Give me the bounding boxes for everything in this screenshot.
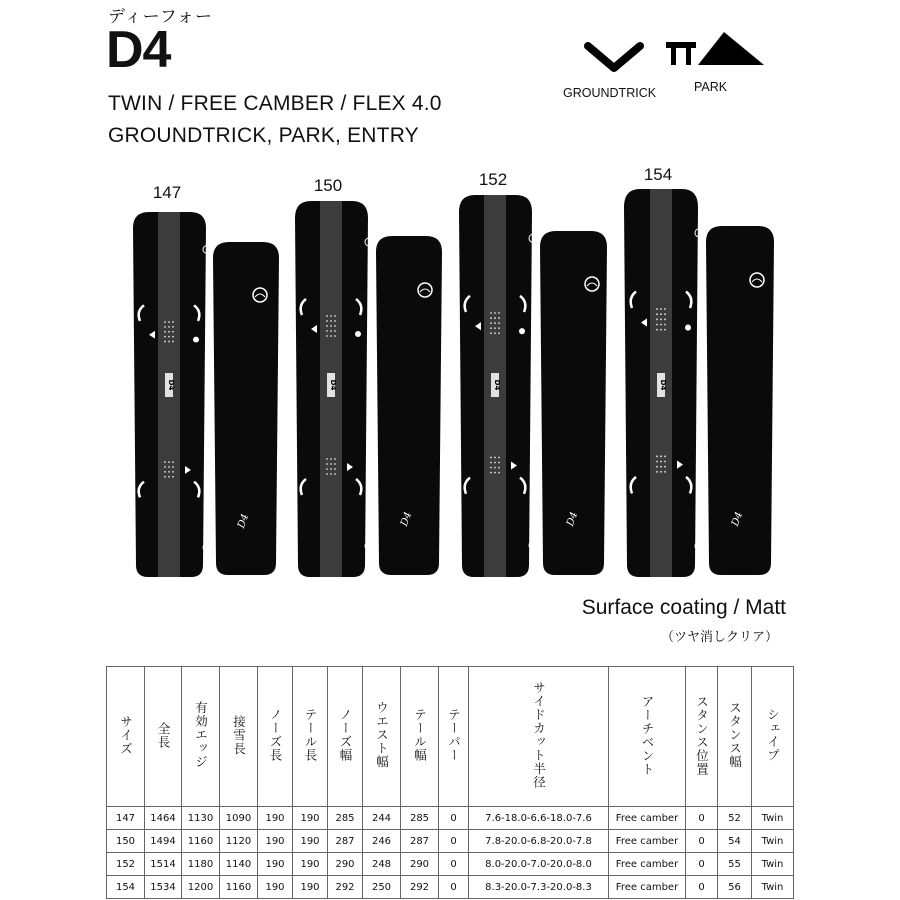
table-cell: 0 [439,876,469,899]
table-cell: 8.3-20.0-7.3-20.0-8.3 [469,876,609,899]
table-cell: 154 [107,876,145,899]
table-cell: Twin [752,876,794,899]
board-logo-text: D4 [493,379,501,391]
table-cell: 1180 [182,853,220,876]
surface-coating-note: （ツヤ消しクリア） [660,630,778,645]
table-cell: 1160 [220,876,258,899]
col-shape: シェイプ [752,667,794,807]
table-cell: Twin [752,853,794,876]
table-cell: 0 [439,853,469,876]
table-row [107,807,794,830]
table-cell: Free camber [609,853,686,876]
table-cell: 287 [401,830,439,853]
table-cell: 287 [328,830,363,853]
table-cell: 1090 [220,807,258,830]
table-row [107,853,794,876]
table-cell: 152 [107,853,145,876]
table-cell: 190 [293,876,328,899]
table-cell: 150 [107,830,145,853]
table-cell: Free camber [609,807,686,830]
groundtrick-label: GROUNDTRICK [563,86,657,100]
table-cell: 1200 [182,876,220,899]
board-base-logo: D4 [399,510,415,528]
table-cell: 7.6-18.0-6.6-18.0-7.6 [469,807,609,830]
board-base-logo: D4 [730,510,746,528]
table-cell: 292 [328,876,363,899]
col-contact-length: 接雪長 [220,667,258,807]
table-cell: Free camber [609,876,686,899]
table-cell: 290 [328,853,363,876]
table-cell: 285 [401,807,439,830]
table-cell: 0 [686,830,718,853]
table-cell: 1160 [182,830,220,853]
table-cell: 285 [328,807,363,830]
table-cell: 190 [293,830,328,853]
col-total-length: 全長 [145,667,182,807]
table-cell: 55 [718,853,752,876]
col-tail-width: テール幅 [401,667,439,807]
board-size-label: 147 [152,183,182,202]
col-nose-length: ノーズ長 [258,667,293,807]
table-cell: 190 [258,876,293,899]
table-cell: 54 [718,830,752,853]
table-cell: 190 [293,853,328,876]
table-cell: 1140 [220,853,258,876]
table-cell: 290 [401,853,439,876]
spec-table [106,666,794,899]
col-size: サイズ [107,667,145,807]
table-cell: 0 [686,853,718,876]
table-cell: 190 [293,807,328,830]
col-stance-width: スタンス幅 [718,667,752,807]
board-logo-text: D4 [167,379,175,391]
surface-coating: Surface coating / Matt [581,596,786,619]
table-cell: 7.8-20.0-6.8-20.0-7.8 [469,830,609,853]
table-row [107,830,794,853]
table-cell: 8.0-20.0-7.0-20.0-8.0 [469,853,609,876]
col-taper: テーパー [439,667,469,807]
col-tail-length: テール長 [293,667,328,807]
table-cell: 246 [363,830,401,853]
board-base-logo: D4 [565,510,581,528]
table-cell: 147 [107,807,145,830]
table-cell: 248 [363,853,401,876]
board-size-label: 150 [313,176,343,195]
table-cell: 1120 [220,830,258,853]
table-cell: 1494 [145,830,182,853]
table-cell: 1464 [145,807,182,830]
model-title: D4 [106,21,171,79]
table-header-row [107,667,794,807]
table-cell: 1514 [145,853,182,876]
table-cell: Twin [752,830,794,853]
board-size-label: 152 [478,170,508,189]
table-cell: Free camber [609,830,686,853]
col-sidecut-radius: サイドカット半径 [469,667,609,807]
table-cell: Twin [752,807,794,830]
table-cell: 190 [258,853,293,876]
table-cell: 250 [363,876,401,899]
table-cell: 1130 [182,807,220,830]
table-cell: 56 [718,876,752,899]
table-cell: 52 [718,807,752,830]
board-logo-text: D4 [659,379,667,391]
table-cell: 0 [439,830,469,853]
col-stance-position: スタンス位置 [686,667,718,807]
table-cell: 1534 [145,876,182,899]
table-cell: 0 [686,876,718,899]
park-label: PARK [694,80,728,94]
table-cell: 0 [439,807,469,830]
table-cell: 244 [363,807,401,830]
spec-line: TWIN / FREE CAMBER / FLEX 4.0 [108,92,442,115]
board-size-label: 154 [643,165,673,184]
col-effective-edge: 有効エッジ [182,667,220,807]
table-row [107,876,794,899]
category-line: GROUNDTRICK, PARK, ENTRY [108,124,419,147]
col-arch-bend: アーチベント [609,667,686,807]
col-nose-width: ノーズ幅 [328,667,363,807]
board-logo-text: D4 [329,379,337,391]
table-cell: 190 [258,807,293,830]
table-cell: 190 [258,830,293,853]
col-waist-width: ウエスト幅 [363,667,401,807]
table-cell: 292 [401,876,439,899]
model-katakana: ディーフォー [108,7,213,27]
table-cell: 0 [686,807,718,830]
board-base-logo: D4 [236,512,252,530]
